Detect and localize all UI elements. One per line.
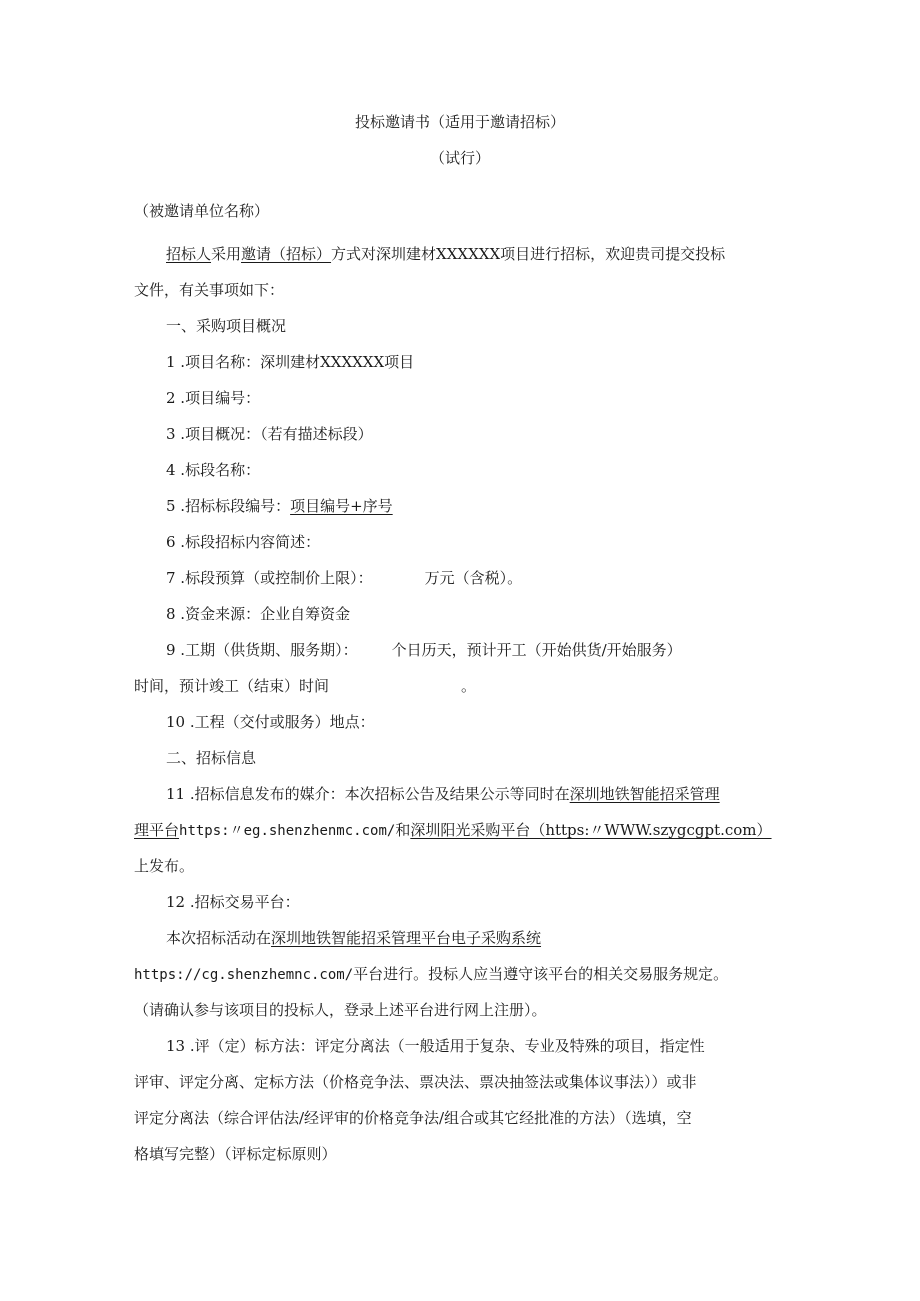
trading-platform-note: （请确认参与该项目的投标人，登录上述平台进行网上注册）。 (134, 1001, 547, 1019)
trading-platform-line1 (166, 928, 541, 948)
invitee-name: （被邀请单位名称） (134, 202, 270, 220)
evaluation-method-line4: 格填写完整）（评标定标原则） (134, 1145, 337, 1163)
item-location: 10 .工程（交付或服务）地点： (166, 713, 375, 731)
duration-label: 9 .工期（供货期、服务期）： (166, 641, 358, 659)
media-prefix: 11 .招标信息发布的媒介：本次招标公告及结果公示等同时在 (166, 785, 570, 803)
document-subtitle: （试行） (429, 149, 490, 167)
intro-paragraph-line2: 文件，有关事项如下： (134, 281, 285, 299)
section-number-value: 项目编号+序号 (290, 497, 393, 515)
item-project-overview: 3 .项目概况：（若有描述标段） (166, 425, 373, 443)
trading-text-1: 本次招标活动在 (166, 929, 272, 947)
item-budget (166, 568, 522, 588)
item-duration-line2 (134, 676, 476, 696)
item-content-summary: 6 .标段招标内容简述： (166, 533, 321, 551)
item-media-line1 (166, 784, 720, 804)
document-title: 投标邀请书（适用于邀请招标） (354, 113, 565, 131)
completion-time-end: 。 (461, 677, 477, 695)
section-number-label: 5 .招标标段编号： (166, 497, 291, 515)
trading-text-2: 平台进行。投标人应当遵守该平台的相关交易服务规定。 (353, 965, 729, 983)
trading-platform-name: 深圳地铁智能招采管理平台电子采购系统 (271, 929, 542, 947)
intro-paragraph-line1 (166, 244, 725, 264)
budget-unit: 万元（含税）。 (424, 569, 523, 587)
item-project-number: 2 .项目编号： (166, 389, 261, 407)
media-and: 和 (395, 821, 411, 839)
intro-text-2: 方式对深圳建材XXXXXX项目进行招标，欢迎贵司提交投标 (331, 245, 726, 263)
evaluation-method-line3: 评定分离法（综合评估法/经评审的价格竞争法/组合或其它经批准的方法）（选填，空 (134, 1109, 692, 1127)
platform1-name-cont: 理平台 (134, 821, 180, 839)
platform1-url[interactable]: https:〃eg.shenzhenmc.com/ (179, 823, 396, 839)
completion-time-label: 时间，预计竣工（结束）时间 (134, 677, 330, 695)
intro-text-1: 采用 (211, 245, 242, 263)
item-fund-source: 8 .资金来源：企业自筹资金 (166, 605, 351, 623)
item-duration-line1 (166, 640, 682, 660)
trading-platform-line2 (134, 964, 728, 985)
tenderer-field: 招标人 (166, 245, 212, 263)
duration-text: 个日历天，预计开工（开始供货/开始服务） (391, 641, 682, 659)
item-section-name: 4 .标段名称： (166, 461, 261, 479)
section-heading-overview: 一、采购项目概况 (166, 317, 287, 335)
evaluation-method-line2: 评审、评定分离、定标方法（价格竞争法、票决法、票决抽签法或集体议事法））或非 (134, 1073, 697, 1091)
section-heading-info: 二、招标信息 (166, 749, 257, 767)
platform1-name: 深圳地铁智能招采管理 (569, 785, 720, 803)
trading-platform-url[interactable]: https://cg.shenzhemnc.com/ (134, 967, 354, 983)
item-project-name: 1 .项目名称：深圳建材XXXXXX项目 (166, 353, 415, 371)
budget-label: 7 .标段预算（或控制价上限）： (166, 569, 373, 587)
item-trading-platform: 12 .招标交易平台： (166, 893, 300, 911)
item-media-line2 (134, 820, 772, 841)
item-section-number (166, 496, 393, 516)
item-media-line3: 上发布。 (134, 857, 195, 875)
method-field: 邀请（招标） (241, 245, 332, 263)
evaluation-method-line1: 13 .评（定）标方法：评定分离法（一般适用于复杂、专业及特殊的项目，指定性 (166, 1037, 705, 1055)
platform2-name-url[interactable]: 深圳阳光采购平台（https:〃WWW.szygcgpt.com） (410, 821, 772, 839)
